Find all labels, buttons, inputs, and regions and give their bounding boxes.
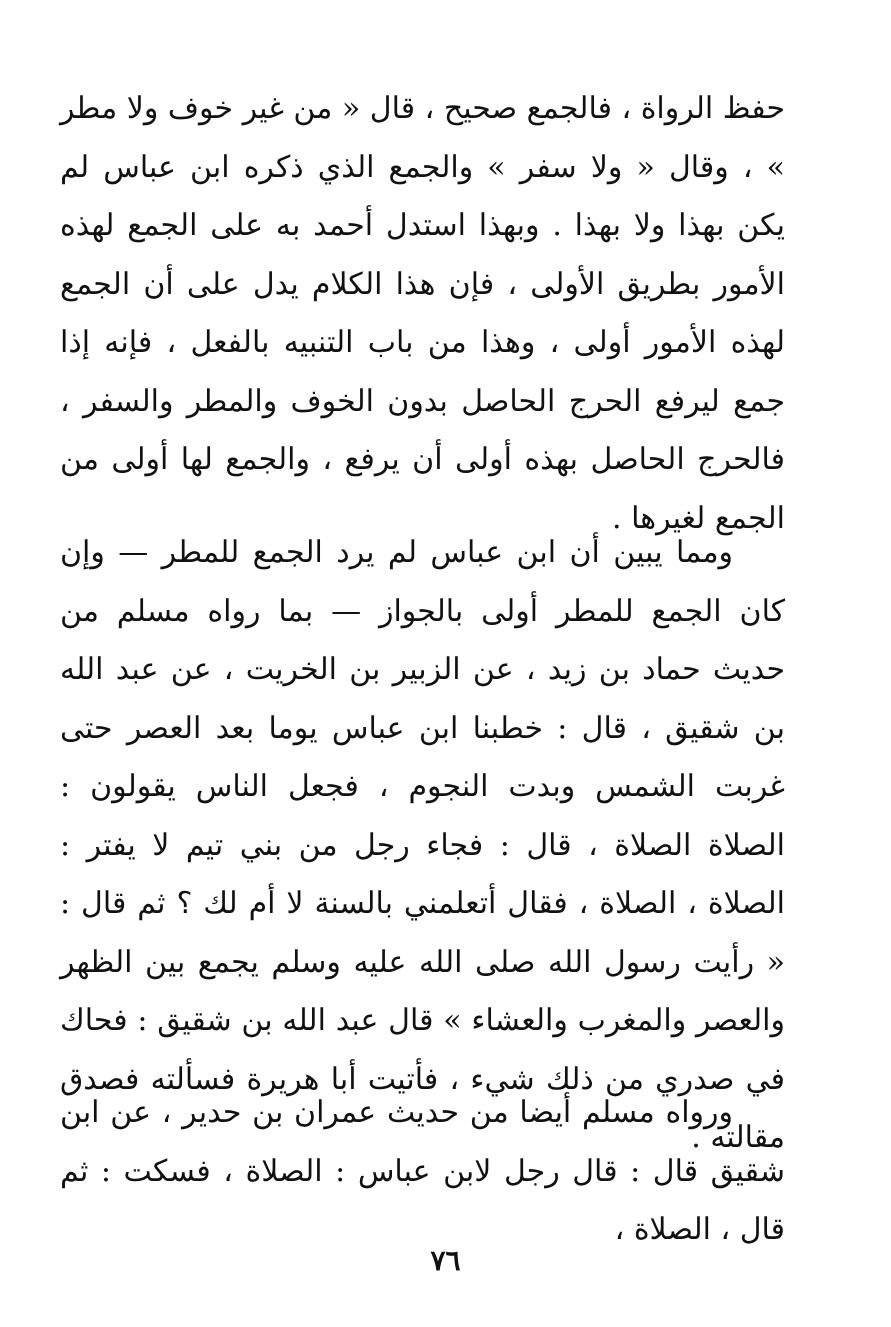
paragraph-1: حفظ الرواة ، فالجمع صحيح ، قال « من غير خوف ولا مطر » ، وقال « ولا سفر » والجمع الذي ذكره ابن عباس لم يكن بهذا ولا بهذا . وبهذا استدل أحمد به على الجمع لهذه الأمور بطريق الأولى ، فإن هذا الكلام يدل على أن الجمع لهذه الأمور أولى ، وهذا من باب التنبيه بالفعل ، فإنه إذا جمع ليرفع الحرج الحاصل بدون الخوف والمطر والسفر ، فالحرج الحاصل بهذه أولى أن يرفع ، والجمع لها أولى من الجمع لغيرها . [60, 91, 785, 536]
paragraph-2: ومما يبين أن ابن عباس لم يرد الجمع للمطر — وإن كان الجمع للمطر أولى بالجواز — بما رواه مسلم من حديث حماد بن زيد ، عن الزبير بن الخريت ، عن عبد الله بن شقيق ، قال : خطبنا ابن عباس يوما بعد العصر حتى غربت الشمس وبدت النجوم ، فجعل الناس يقولون : الصلاة الصلاة ، قال : فجاء رجل من بني تيم لا يفتر : الصلاة ، الصلاة ، فقال أتعلمني بالسنة لا أم لك ؟ ثم قال : « رأيت رسول الله صلى الله عليه وسلم يجمع بين الظهر والعصر والمغرب والعشاء » قال عبد الله بن شقيق : فحاك في صدري من ذلك شيء ، فأتيت أبا هريرة فسألته فصدق مقالته . [60, 535, 785, 1155]
page-number: ٧٦ [430, 1244, 461, 1277]
paragraph-3: ورواه مسلم أيضا من حديث عمران بن حدير ، عن ابن شقيق قال : قال رجل لابن عباس : الصلاة ، فسكت : ثم قال ، الصلاة ، [60, 1095, 785, 1247]
